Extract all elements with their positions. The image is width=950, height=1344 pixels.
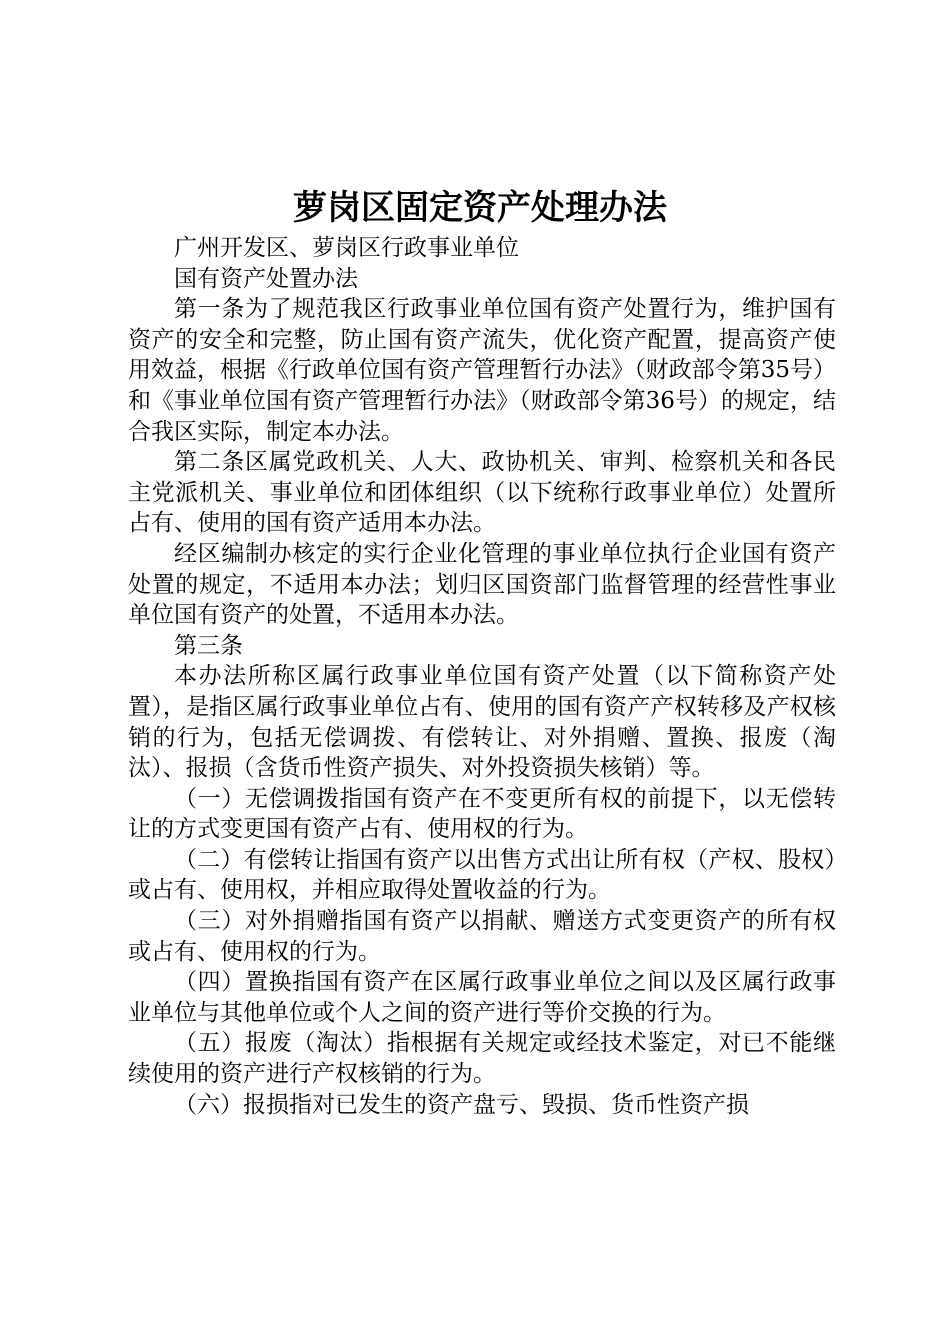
paragraph-article-3: 本办法所称区属行政事业单位国有资产处置（以下简称资产处置），是指区属行政事业单位占有、使用的国有资产产权转移及产权核销的行为，包括无偿调拨、有偿转让、对外捐赠、置换、报废（淘汰）、报损（含货币性资产损失、对外投资损失核销）等。: [128, 663, 836, 782]
paragraph-article-1: 第一条为了规范我区行政事业单位国有资产处置行为，维护国有资产的安全和完整，防止国有资产流失，优化资产配置，提高资产使用效益，根据《行政单位国有资产管理暂行办法》（财政部令第35号）和《事业单位国有资产管理暂行办法》（财政部令第36号）的规定，结合我区实际，制定本办法。: [128, 296, 836, 445]
paragraph-item-3: （三）对外捐赠指国有资产以捐献、赠送方式变更资产的所有权或占有、使用权的行为。: [128, 908, 836, 965]
paragraph-item-6: （六）报损指对已发生的资产盘亏、毁损、货币性资产损: [174, 1091, 749, 1118]
document-title: 萝岗区固定资产处理办法: [293, 188, 667, 228]
paragraph-item-4: （四）置换指国有资产在区属行政事业单位之间以及区属行政事业单位与其他单位或个人之间的资产进行等价交换的行为。: [128, 969, 836, 1026]
paragraph-article-2-exception: 经区编制办核定的实行企业化管理的事业单位执行企业国有资产处置的规定，不适用本办法；划归区国资部门监督管理的经营性事业单位国有资产的处置，不适用本办法。: [128, 540, 836, 629]
paragraph-item-2: （二）有偿转让指国有资产以出售方式出让所有权（产权、股权）或占有、使用权，并相应取得处置收益的行为。: [128, 846, 836, 904]
paragraph-article-3-heading: 第三条: [174, 632, 243, 659]
paragraph-heading-line-1: 广州开发区、萝岗区行政事业单位: [174, 235, 519, 261]
document-body: [128, 233, 836, 1120]
paragraph-article-2: 第二条区属党政机关、人大、政协机关、审判、检察机关和各民主党派机关、事业单位和团体组织（以下统称行政事业单位）处置所占有、使用的国有资产适用本办法。: [128, 449, 836, 537]
paragraph-item-5: （五）报废（淘汰）指根据有关规定或经技术鉴定，对已不能继续使用的资产进行产权核销的行为。: [128, 1030, 836, 1088]
paragraph-item-1: （一）无偿调拨指国有资产在不变更所有权的前提下，以无偿转让的方式变更国有资产占有、使用权的行为。: [128, 785, 836, 843]
paragraph-heading-line-2: 国有资产处置办法: [174, 265, 358, 292]
